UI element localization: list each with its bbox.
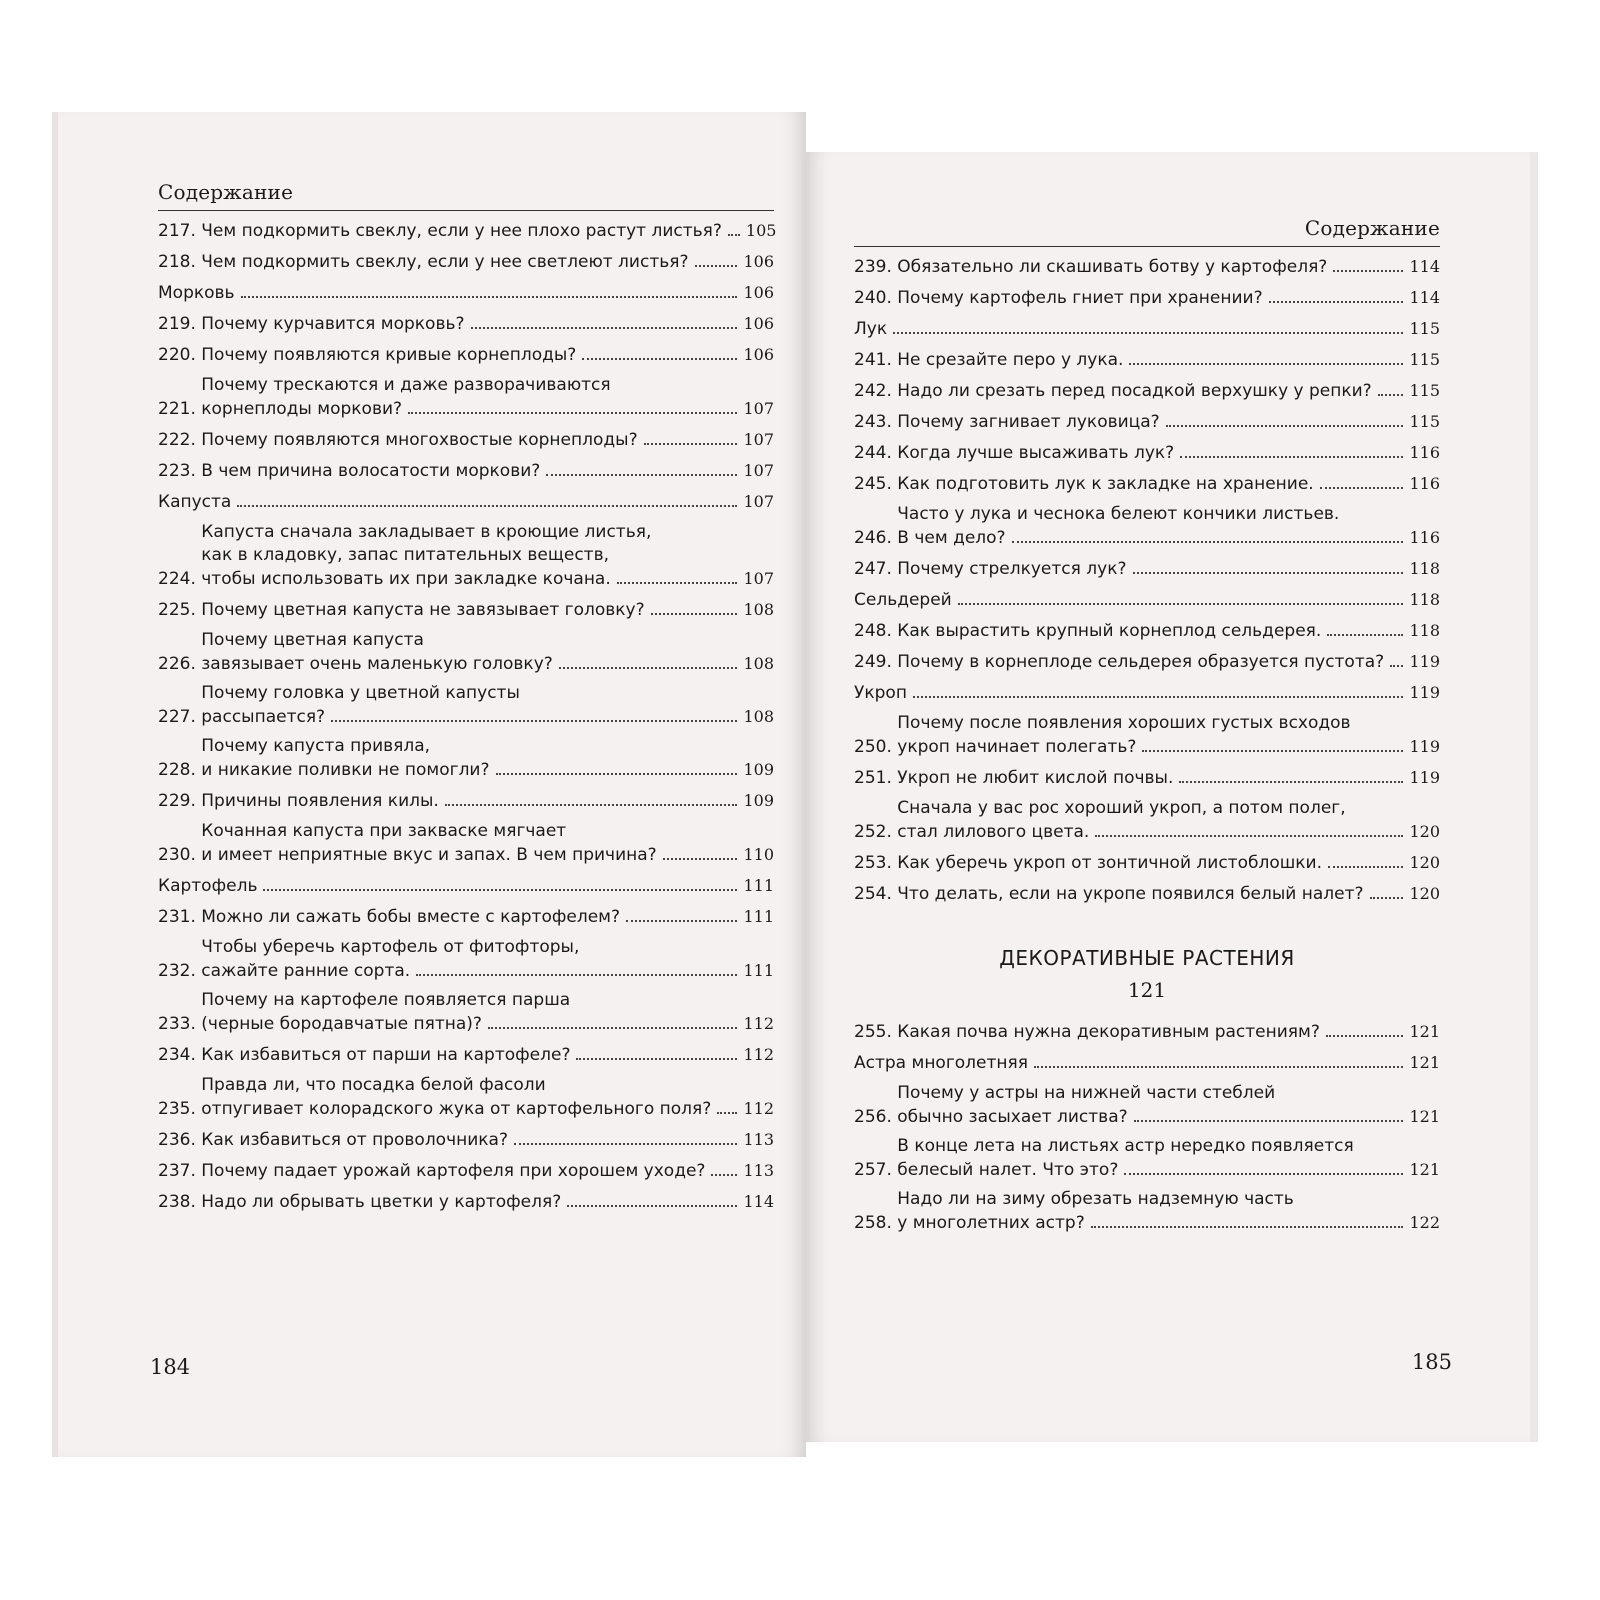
- entry-number: 237.: [158, 1161, 202, 1181]
- dot-leader: [1333, 270, 1403, 272]
- entry-number: 218.: [158, 252, 202, 272]
- entry-text: Почему трескаются и даже разворачиваются: [201, 375, 611, 395]
- entry-page-number: 121: [1409, 1022, 1440, 1041]
- entry-text: Как подготовить лук к закладке на хранение.: [897, 474, 1314, 494]
- entry-page-number: 108: [743, 654, 774, 673]
- toc-entry: [854, 1082, 1440, 1129]
- toc-entry: [158, 250, 774, 274]
- entry-text: Какая почва нужна декоративным растениям?: [897, 1022, 1320, 1042]
- entry-text: В чем причина волосатости моркови?: [201, 461, 541, 481]
- entry-number: 242.: [854, 381, 898, 401]
- entry-text: Капуста: [158, 492, 232, 512]
- toc-section-entry: [854, 588, 1440, 612]
- dot-leader: [728, 234, 740, 236]
- entry-text: Кочанная капуста при закваске мягчает: [201, 821, 567, 841]
- toc-entry: [854, 410, 1440, 434]
- entry-text: Чтобы уберечь картофель от фитофторы,: [201, 937, 580, 957]
- dot-leader: [582, 358, 737, 360]
- entry-number: 248.: [854, 621, 898, 641]
- toc-entry: [854, 472, 1440, 496]
- entry-text: укроп начинает полегать?: [897, 737, 1137, 757]
- entry-number: 222.: [158, 430, 202, 450]
- entry-text: Почему головка у цветной капусты: [201, 683, 520, 703]
- toc-section-entry: [854, 681, 1440, 705]
- entry-text: Как вырастить крупный корнеплод сельдерея.: [897, 621, 1322, 641]
- dot-leader: [1133, 572, 1404, 574]
- entry-number: 253.: [854, 853, 898, 873]
- toc-entry: [158, 1190, 774, 1214]
- toc-entry: [158, 629, 774, 676]
- entry-number: 249.: [854, 652, 898, 672]
- entry-page-number: 106: [743, 252, 774, 271]
- entry-text: чтобы использовать их при закладке кочана.: [201, 569, 611, 589]
- entry-number: 252.: [854, 822, 898, 842]
- toc-entry: [158, 219, 777, 243]
- entry-text: Как уберечь укроп от зонтичной листоблошки.: [897, 853, 1322, 873]
- toc-entry: [854, 650, 1440, 674]
- dot-leader: [331, 720, 737, 722]
- dot-leader: [1124, 1173, 1403, 1175]
- dot-leader: [893, 332, 1403, 334]
- entry-number: 223.: [158, 461, 202, 481]
- entry-text: Почему стрелкуется лук?: [897, 559, 1127, 579]
- entry-page-number: 106: [743, 283, 774, 302]
- toc-entry: [158, 1043, 774, 1067]
- entry-number: 235.: [158, 1099, 202, 1119]
- entry-page-number: 119: [1409, 652, 1440, 671]
- entry-text: Почему загнивает луковица?: [897, 412, 1160, 432]
- dot-leader: [408, 412, 737, 414]
- toc-entry: [854, 766, 1440, 790]
- entry-text: Почему появляются кривые корнеплоды?: [201, 345, 577, 365]
- page-number: 185: [1411, 1350, 1452, 1374]
- toc-entry: [158, 789, 774, 813]
- entry-text: В чем дело?: [897, 528, 1006, 548]
- toc-list: [854, 1020, 1440, 1235]
- dot-leader: [416, 974, 737, 976]
- entry-text: завязывает очень маленькую головку?: [201, 654, 553, 674]
- entry-page-number: 106: [743, 345, 774, 364]
- entry-page-number: 107: [743, 399, 774, 418]
- entry-page-number: 115: [1409, 412, 1440, 431]
- dot-leader: [1134, 1120, 1404, 1122]
- entry-number: 239.: [854, 257, 898, 277]
- dot-leader: [1370, 897, 1404, 899]
- entry-number: 256.: [854, 1107, 898, 1127]
- entry-text: как в кладовку, запас питательных веществ,: [201, 545, 609, 565]
- entry-text: отпугивает колорадского жука от картофельного поля?: [201, 1099, 712, 1119]
- entry-text: Правда ли, что посадка белой фасоли: [201, 1075, 546, 1095]
- toc-entry: [158, 1159, 774, 1183]
- dot-leader: [913, 696, 1404, 698]
- dot-leader: [617, 582, 738, 584]
- left-page: [58, 112, 806, 1457]
- entry-text: Надо ли обрывать цветки у картофеля?: [201, 1192, 562, 1212]
- entry-page-number: 108: [743, 600, 774, 619]
- toc-entry: [158, 936, 774, 983]
- entry-page-number: 111: [743, 961, 774, 980]
- toc-entry: [158, 735, 774, 782]
- entry-number: 236.: [158, 1130, 202, 1150]
- entry-page-number: 114: [743, 1192, 774, 1211]
- entry-text: Почему падает урожай картофеля при хорошем уходе?: [201, 1161, 706, 1181]
- dot-leader: [1095, 835, 1403, 837]
- entry-page-number: 112: [743, 1099, 774, 1118]
- toc-entry: [854, 712, 1440, 759]
- dot-leader: [1142, 750, 1403, 752]
- entry-page-number: 118: [1409, 621, 1440, 640]
- toc-entry: [158, 989, 774, 1036]
- dot-leader: [1378, 394, 1404, 396]
- entry-page-number: 122: [1409, 1213, 1440, 1232]
- entry-text: Не срезайте перо у лука.: [897, 350, 1124, 370]
- toc-entry: [158, 820, 774, 867]
- toc-entry: [854, 441, 1440, 465]
- entry-text: Можно ли сажать бобы вместе с картофелем?: [201, 907, 621, 927]
- entry-number: 230.: [158, 845, 202, 865]
- entry-number: 240.: [854, 288, 898, 308]
- entry-text: (черные бородавчатые пятна)?: [201, 1014, 482, 1034]
- toc-entry: [158, 1074, 774, 1121]
- entry-text: Почему после появления хороших густых всходов: [897, 713, 1351, 733]
- entry-number: 227.: [158, 707, 202, 727]
- entry-text: Часто у лука и чеснока белеют кончики листьев.: [897, 504, 1340, 524]
- entry-text: у многолетних астр?: [897, 1213, 1085, 1233]
- entry-text: Как избавиться от проволочника?: [201, 1130, 508, 1150]
- entry-number: 257.: [854, 1160, 898, 1180]
- entry-text: Как избавиться от парши на картофеле?: [201, 1045, 571, 1065]
- entry-page-number: 106: [743, 314, 774, 333]
- entry-text: Почему цветная капуста: [201, 630, 424, 650]
- entry-page-number: 118: [1409, 559, 1440, 578]
- toc-entry: [854, 1020, 1440, 1044]
- toc-entry: [158, 905, 774, 929]
- entry-page-number: 108: [743, 707, 774, 726]
- section-heading: ДЕКОРАТИВНЫЕ РАСТЕНИЯ: [999, 946, 1295, 970]
- dot-leader: [514, 1143, 737, 1145]
- dot-leader: [1129, 363, 1403, 365]
- dot-leader: [471, 327, 738, 329]
- entry-number: 241.: [854, 350, 898, 370]
- toc-entry: [158, 312, 774, 336]
- entry-page-number: 114: [1409, 288, 1440, 307]
- entry-page-number: 119: [1409, 768, 1440, 787]
- entry-text: обычно засыхает листва?: [897, 1107, 1128, 1127]
- dot-leader: [958, 603, 1404, 605]
- entry-page-number: 107: [743, 492, 774, 511]
- entry-text: Астра многолетняя: [854, 1053, 1028, 1073]
- dot-leader: [1180, 456, 1403, 458]
- dot-leader: [626, 920, 737, 922]
- toc-section-entry: [158, 874, 774, 898]
- dot-leader: [241, 296, 738, 298]
- toc-section-entry: [158, 281, 774, 305]
- dot-leader: [488, 1027, 738, 1029]
- entry-text: Причины появления килы.: [201, 791, 439, 811]
- entry-number: 255.: [854, 1022, 898, 1042]
- entry-number: 220.: [158, 345, 202, 365]
- dot-leader: [1326, 1035, 1404, 1037]
- entry-page-number: 119: [1409, 737, 1440, 756]
- toc-section-entry: [854, 317, 1440, 341]
- toc-entry: [158, 598, 774, 622]
- entry-page-number: 107: [743, 461, 774, 480]
- toc-entry: [854, 286, 1440, 310]
- dot-leader: [1179, 781, 1403, 783]
- entry-number: 238.: [158, 1192, 202, 1212]
- toc-entry: [854, 851, 1440, 875]
- entry-number: 232.: [158, 961, 202, 981]
- entry-page-number: 111: [743, 876, 774, 895]
- entry-number: 217.: [158, 221, 202, 241]
- toc-entry: [854, 882, 1440, 906]
- entry-number: 258.: [854, 1213, 898, 1233]
- dot-leader: [695, 265, 738, 267]
- right-page: [806, 152, 1530, 1442]
- open-book: [58, 112, 1530, 1457]
- entry-number: 246.: [854, 528, 898, 548]
- toc-entry: [854, 1188, 1440, 1235]
- entry-page-number: 121: [1409, 1107, 1440, 1126]
- toc-section-entry: [158, 490, 774, 514]
- entry-page-number: 105: [745, 221, 777, 240]
- dot-leader: [1328, 866, 1403, 868]
- dot-leader: [717, 1112, 737, 1114]
- dot-leader: [1034, 1066, 1403, 1068]
- entry-page-number: 121: [1409, 1160, 1440, 1179]
- entry-number: 221.: [158, 399, 202, 419]
- entry-page-number: 115: [1409, 381, 1440, 400]
- entry-number: 229.: [158, 791, 202, 811]
- entry-page-number: 121: [1409, 1053, 1440, 1072]
- entry-number: 254.: [854, 884, 898, 904]
- entry-page-number: 114: [1409, 257, 1440, 276]
- entry-text: Почему появляются многохвостые корнеплоды?: [201, 430, 638, 450]
- entry-text: Сельдерей: [854, 590, 952, 610]
- entry-number: 219.: [158, 314, 202, 334]
- entry-number: 226.: [158, 654, 202, 674]
- entry-page-number: 116: [1409, 474, 1440, 493]
- entry-page-number: 116: [1409, 528, 1440, 547]
- toc-entry: [158, 521, 774, 591]
- dot-leader: [644, 443, 738, 445]
- dot-leader: [496, 773, 738, 775]
- entry-text: Сначала у вас рос хороший укроп, а потом полег,: [897, 798, 1346, 818]
- entry-page-number: 113: [743, 1161, 774, 1180]
- entry-page-number: 118: [1409, 590, 1440, 609]
- entry-page-number: 112: [743, 1014, 774, 1033]
- dot-leader: [546, 474, 737, 476]
- dot-leader: [1320, 487, 1404, 489]
- entry-page-number: 120: [1409, 853, 1440, 872]
- entry-text: Надо ли на зиму обрезать надземную часть: [897, 1189, 1294, 1209]
- toc-entry: [158, 343, 774, 367]
- entry-text: и имеет неприятные вкус и запах. В чем причина?: [201, 845, 657, 865]
- section-heading-page: 121: [1127, 978, 1167, 1002]
- entry-number: 245.: [854, 474, 898, 494]
- entry-text: Почему на картофеле появляется парша: [201, 990, 571, 1010]
- dot-leader: [651, 613, 738, 615]
- entry-page-number: 109: [743, 791, 774, 810]
- toc-entry: [854, 503, 1440, 550]
- dot-leader: [1091, 1226, 1404, 1228]
- entry-text: Когда лучше высаживать лук?: [897, 443, 1175, 463]
- entry-text: Чем подкормить свеклу, если у нее светлеют листья?: [201, 252, 689, 272]
- dot-leader: [1269, 301, 1404, 303]
- dot-leader: [445, 804, 738, 806]
- running-head: Содержание: [158, 180, 774, 211]
- entry-page-number: 119: [1409, 683, 1440, 702]
- dot-leader: [576, 1058, 737, 1060]
- entry-text: Почему капуста привяла,: [201, 736, 431, 756]
- entry-text: В конце лета на листьях астр нередко появляется: [897, 1136, 1354, 1156]
- entry-text: Что делать, если на укропе появился белый налет?: [897, 884, 1364, 904]
- entry-number: 243.: [854, 412, 898, 432]
- toc-entry: [854, 797, 1440, 844]
- dot-leader: [1327, 634, 1403, 636]
- entry-text: Морковь: [158, 283, 235, 303]
- entry-number: 225.: [158, 600, 202, 620]
- dot-leader: [1390, 665, 1403, 667]
- entry-page-number: 112: [743, 1045, 774, 1064]
- entry-text: Почему курчавится морковь?: [201, 314, 465, 334]
- dot-leader: [1012, 541, 1404, 543]
- entry-page-number: 107: [743, 569, 774, 588]
- toc-entry: [854, 379, 1440, 403]
- toc-list: [158, 219, 777, 1214]
- entry-text: Обязательно ли скашивать ботву у картофеля?: [897, 257, 1328, 277]
- entry-text: Почему картофель гниет при хранении?: [897, 288, 1263, 308]
- entry-number: 228.: [158, 760, 202, 780]
- toc-entry: [854, 557, 1440, 581]
- entry-page-number: 116: [1409, 443, 1440, 462]
- toc-entry: [854, 348, 1440, 372]
- entry-number: 233.: [158, 1014, 202, 1034]
- toc-entry: [854, 255, 1440, 279]
- entry-page-number: 120: [1409, 884, 1440, 903]
- entry-page-number: 120: [1409, 822, 1440, 841]
- entry-text: сажайте ранние сорта.: [201, 961, 411, 981]
- entry-page-number: 107: [743, 430, 774, 449]
- entry-number: 251.: [854, 768, 898, 788]
- entry-text: Укроп: [854, 683, 907, 703]
- entry-text: Почему в корнеплоде сельдерея образуется пустота?: [897, 652, 1385, 672]
- entry-page-number: 111: [743, 907, 774, 926]
- entry-text: Надо ли срезать перед посадкой верхушку у репки?: [897, 381, 1372, 401]
- running-head: Содержание: [854, 216, 1440, 247]
- toc-list: [854, 255, 1440, 906]
- toc-entry: [158, 1128, 774, 1152]
- entry-page-number: 115: [1409, 350, 1440, 369]
- entry-page-number: 115: [1409, 319, 1440, 338]
- dot-leader: [237, 505, 737, 507]
- toc-entry: [158, 682, 774, 729]
- entry-text: Почему цветная капуста не завязывает головку?: [201, 600, 645, 620]
- dot-leader: [559, 667, 738, 669]
- entry-text: Капуста сначала закладывает в кроющие листья,: [201, 522, 652, 542]
- entry-text: Укроп не любит кислой почвы.: [897, 768, 1174, 788]
- dot-leader: [1166, 425, 1404, 427]
- entry-text: белесый налет. Что это?: [897, 1160, 1119, 1180]
- entry-number: 250.: [854, 737, 898, 757]
- dot-leader: [567, 1205, 737, 1207]
- toc-section-entry: [854, 1051, 1440, 1075]
- entry-number: 224.: [158, 569, 202, 589]
- dot-leader: [263, 889, 737, 891]
- entry-text: Картофель: [158, 876, 258, 896]
- entry-text: стал лилового цвета.: [897, 822, 1090, 842]
- entry-page-number: 110: [743, 845, 774, 864]
- entry-number: 231.: [158, 907, 202, 927]
- toc-entry: [854, 619, 1440, 643]
- entry-text: корнеплоды моркови?: [201, 399, 403, 419]
- dot-leader: [663, 858, 738, 860]
- entry-text: Чем подкормить свеклу, если у нее плохо растут листья?: [201, 221, 722, 241]
- entry-number: 247.: [854, 559, 898, 579]
- entry-text: Лук: [854, 319, 888, 339]
- page-number: 184: [150, 1355, 191, 1379]
- dot-leader: [711, 1174, 737, 1176]
- entry-text: Почему у астры на нижней части стеблей: [897, 1083, 1276, 1103]
- entry-page-number: 109: [743, 760, 774, 779]
- toc-entry: [158, 428, 774, 452]
- toc-entry: [158, 374, 774, 421]
- entry-page-number: 113: [743, 1130, 774, 1149]
- entry-text: рассыпается?: [201, 707, 326, 727]
- entry-number: 244.: [854, 443, 898, 463]
- toc-entry: [158, 459, 774, 483]
- entry-number: 234.: [158, 1045, 202, 1065]
- toc-entry: [854, 1135, 1440, 1182]
- entry-text: и никакие поливки не помогли?: [201, 760, 490, 780]
